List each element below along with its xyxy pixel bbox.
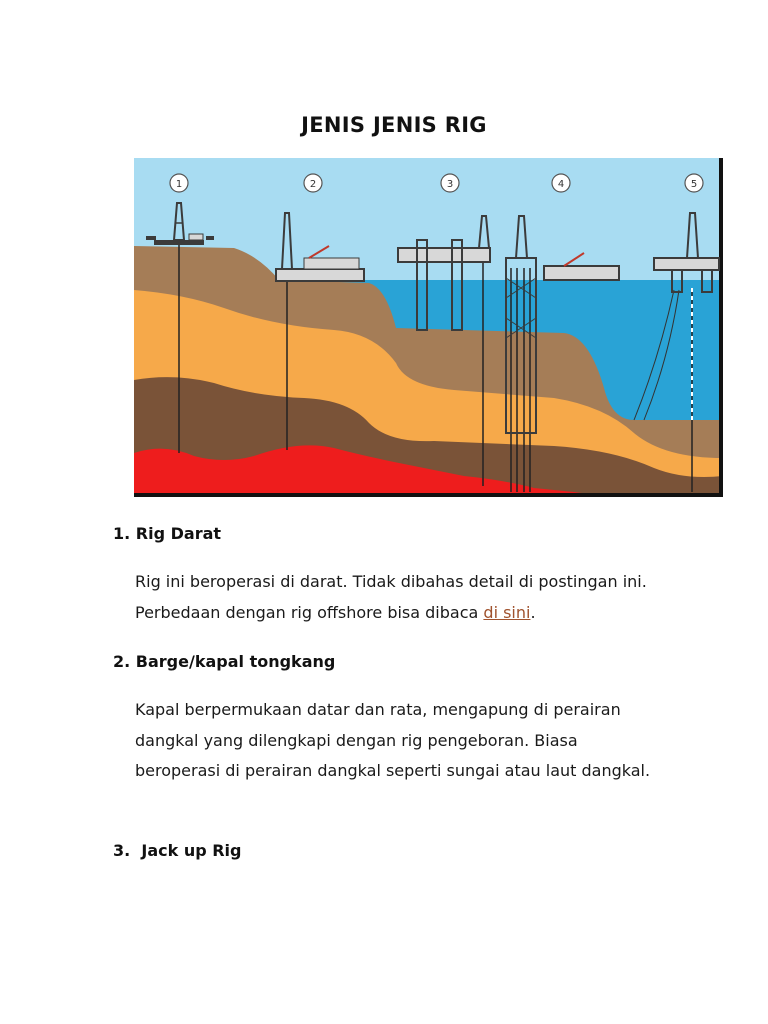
marker-label-2: 2 [309, 179, 317, 190]
marker-label-3: 3 [446, 179, 454, 190]
section-2-title: Barge/kapal tongkang [135, 652, 336, 671]
marker-5 [685, 174, 703, 192]
section-3-heading [113, 841, 241, 860]
section-1-text: Rig ini beroperasi di darat. Tidak dibahas detail di postingan ini. Perbedaan dengan rig offshore bisa dibaca [135, 572, 647, 622]
figure-bottom-border [134, 493, 723, 497]
section-2-number: 2. [113, 652, 131, 671]
section-1-heading [113, 524, 221, 543]
marker-label-1: 1 [175, 179, 183, 190]
section-2-paragraph: Kapal berpermukaan datar dan rata, mengapung di perairan dangkal yang dilengkapi dengan rig pengeboran. Biasa beroperasi di perairan dangkal seperti sungai atau laut dangkal. [135, 700, 651, 780]
section-2-heading [113, 652, 335, 671]
marker-2 [304, 174, 322, 192]
marker-1 [170, 174, 188, 192]
rig-diagram-svg [134, 158, 723, 497]
di-sini-link[interactable]: di sini [483, 602, 531, 622]
section-3-title: Jack up Rig [135, 841, 242, 860]
marker-label-5: 5 [690, 179, 698, 190]
section-1-text-end: . [530, 602, 536, 622]
section-1-title: Rig Darat [135, 524, 222, 543]
section-1-number: 1. [113, 524, 131, 543]
rig-types-illustration [134, 158, 723, 497]
section-1-paragraph [135, 567, 665, 628]
marker-3 [441, 174, 459, 192]
marker-label-4: 4 [557, 179, 565, 190]
marker-4 [552, 174, 570, 192]
page-title: JENIS JENIS RIG [301, 113, 487, 137]
section-3-number: 3. [113, 841, 131, 860]
figure-right-border [719, 158, 723, 497]
